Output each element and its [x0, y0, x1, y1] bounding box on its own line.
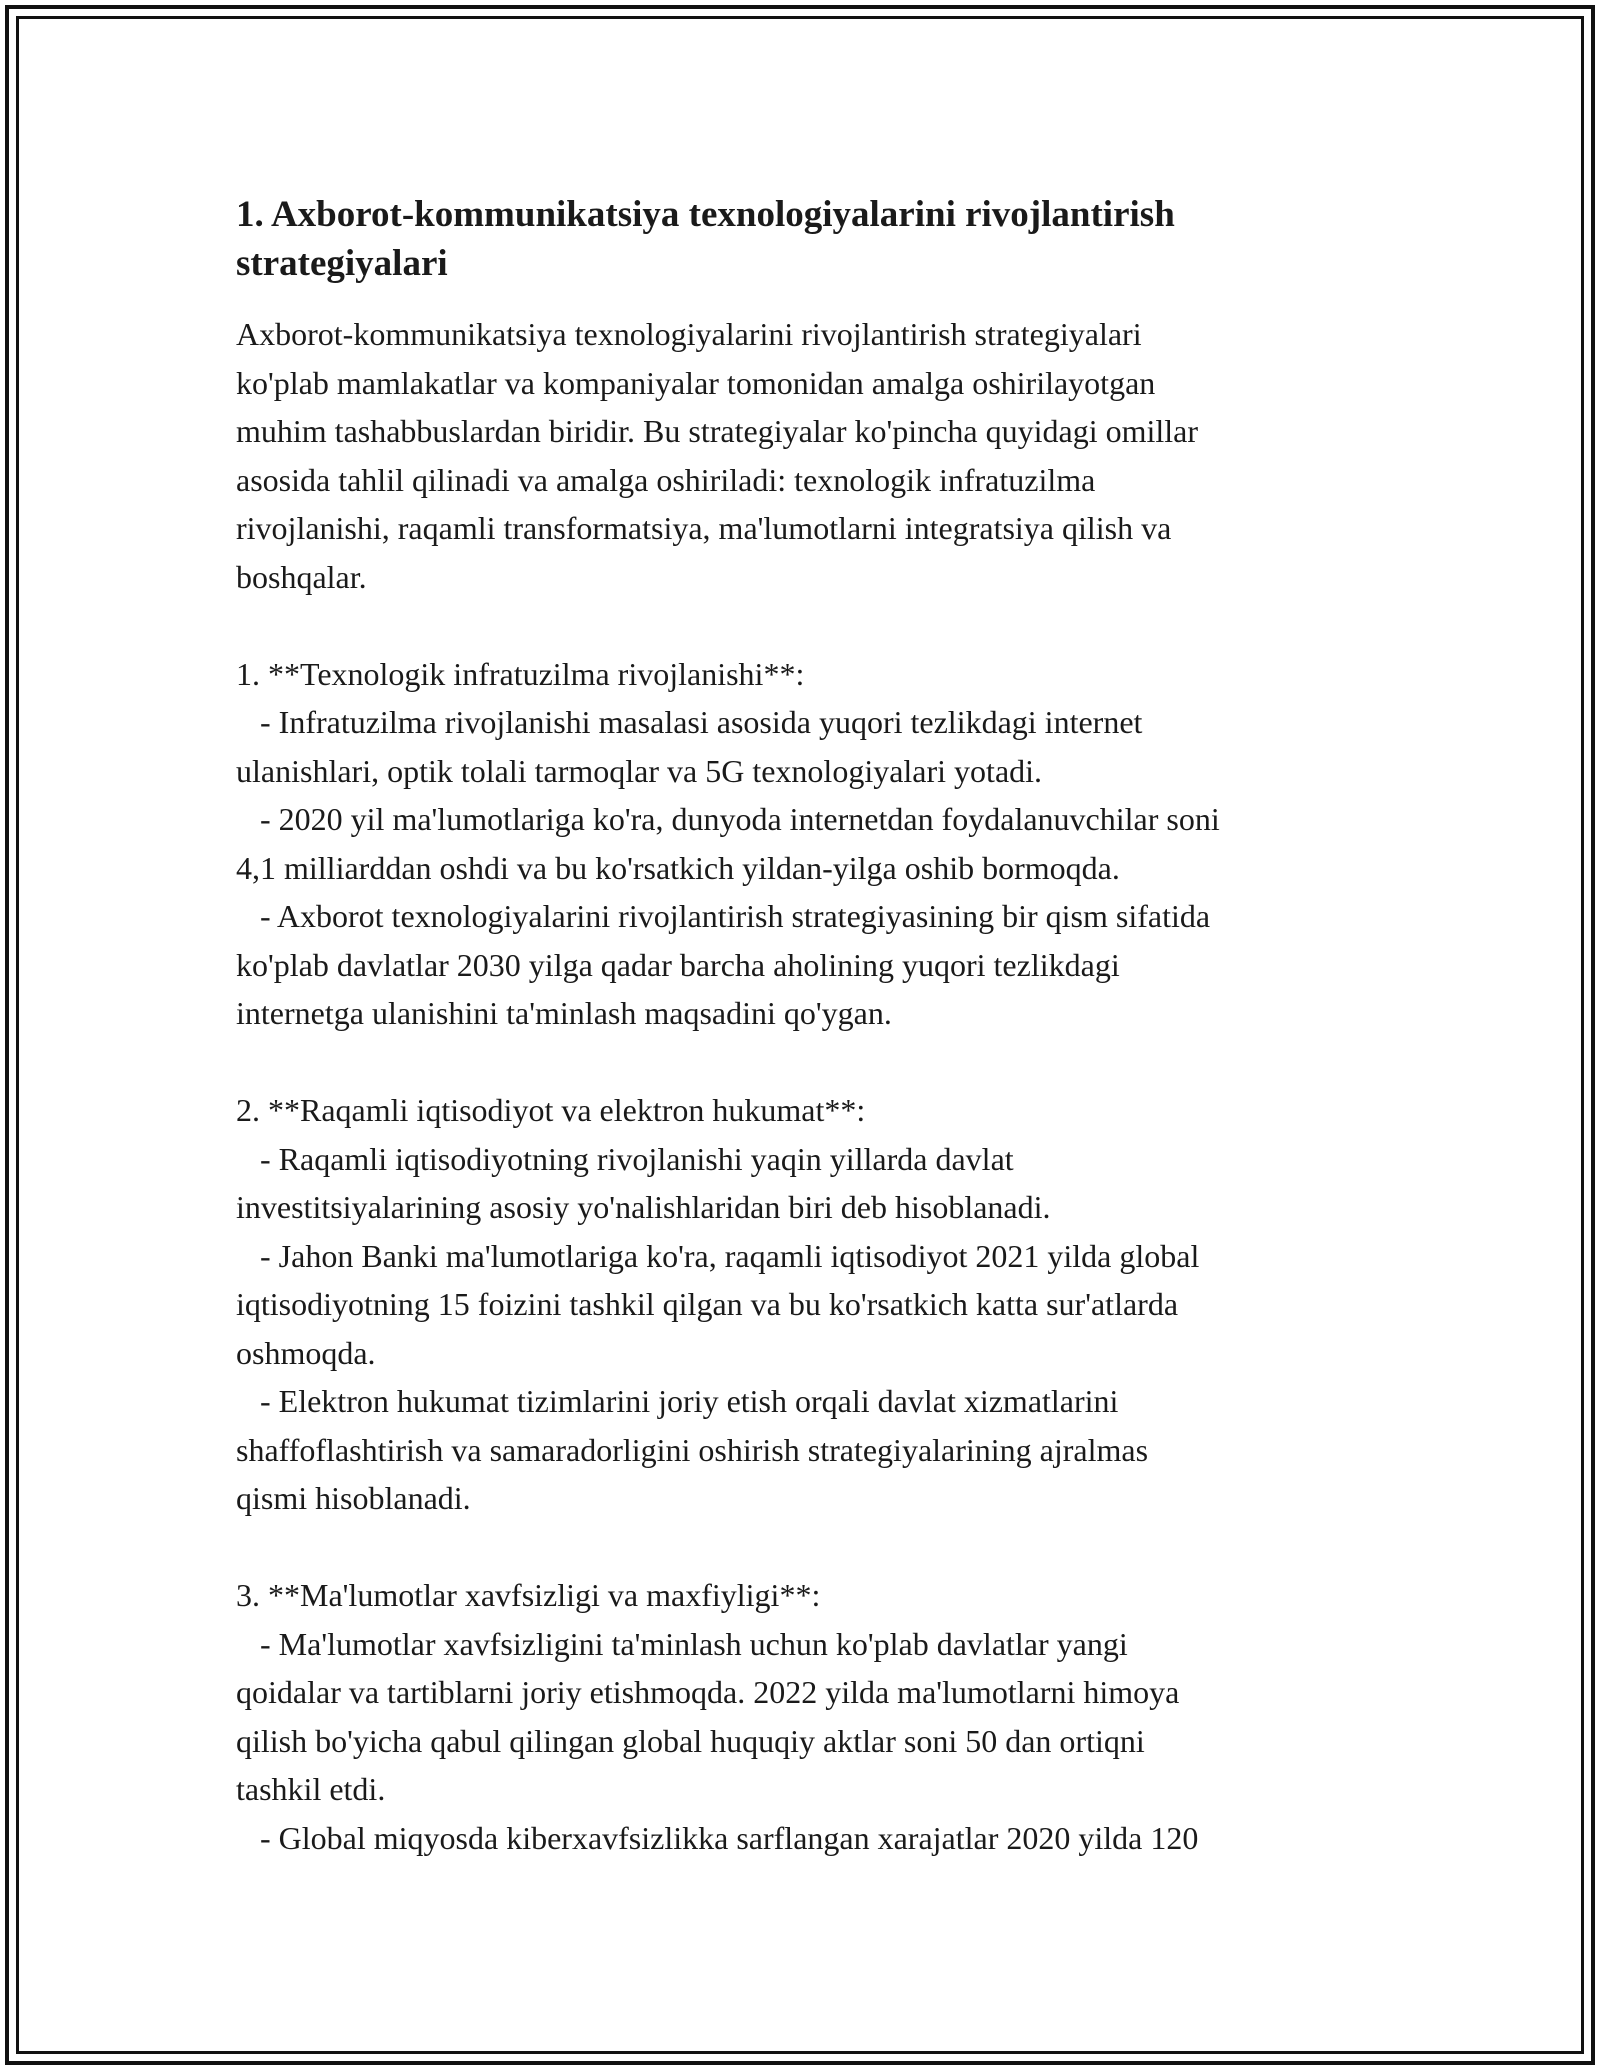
- document-content: [236, 190, 1366, 1862]
- section-heading: 1. Axborot-kommunikatsiya texnologiyalarini rivojlantirish strategiyalari: [236, 194, 1175, 284]
- section-body-text: Axborot-kommunikatsiya texnologiyalarini rivojlantirish strategiyalari ko'plab mamlakatlar va kompaniyalar tomonidan amalga oshirilayotgan muhim tashabbuslardan biridir. Bu strategiyalar ko'pincha quyidagi omillar asosida tahlil qilinadi va amalga oshiriladi: texnologik infratuzilma rivojlanishi, raqamli transformatsiya, ma'lumotlarni integratsiya qilish va boshqalar. 1. **Texnologik infratuzilma rivojlanishi**: - Infratuzilma rivojlanishi masalasi asosida yuqori tezlikdagi internet ulanishlari, optik tolali tarmoqlar va 5G texnologiyalari yotadi. - 2020 yil ma'lumotlariga ko'ra, dunyoda internetdan foydalanuvchilar soni 4,1 milliarddan oshdi va bu ko'rsatkich yildan-yilga oshib bormoqda. - Axborot texnologiyalarini rivojlantirish strategiyasining bir qism sifatida ko'plab davlatlar 2030 yilga qadar barcha aholining yuqori tezlikdagi internetga ulanishini ta'minlash maqsadini qo'ygan. 2. **Raqamli iqtisodiyot va elektron hukumat**: - Raqamli iqtisodiyotning rivojlanishi yaqin yillarda davlat investitsiyalarining asosiy yo'nalishlaridan biri deb hisoblanadi. - Jahon Banki ma'lumotlariga ko'ra, raqamli iqtisodiyot 2021 yilda global iqtisodiyotning 15 foizini tashkil qilgan va bu ko'rsatkich katta sur'atlarda oshmoqda. - Elektron hukumat tizimlarini joriy etish orqali davlat xizmatlarini shaffoflashtirish va samaradorligini oshirish strategiyalarining ajralmas qismi hisoblanadi. 3. **Ma'lumotlar xavfsizligi va maxfiyligi**: - Ma'lumotlar xavfsizligini ta'minlash uchun ko'plab davlatlar yangi qoidalar va tartiblarni joriy etishmoqda. 2022 yilda ma'lumotlarni himoya qilish bo'yicha qabul qilingan global huquqiy aktlar soni 50 dan ortiqni tashkil etdi. - Global miqyosda kiberxavfsizlikka sarflangan xarajatlar 2020 yilda 120: [236, 316, 1220, 1856]
